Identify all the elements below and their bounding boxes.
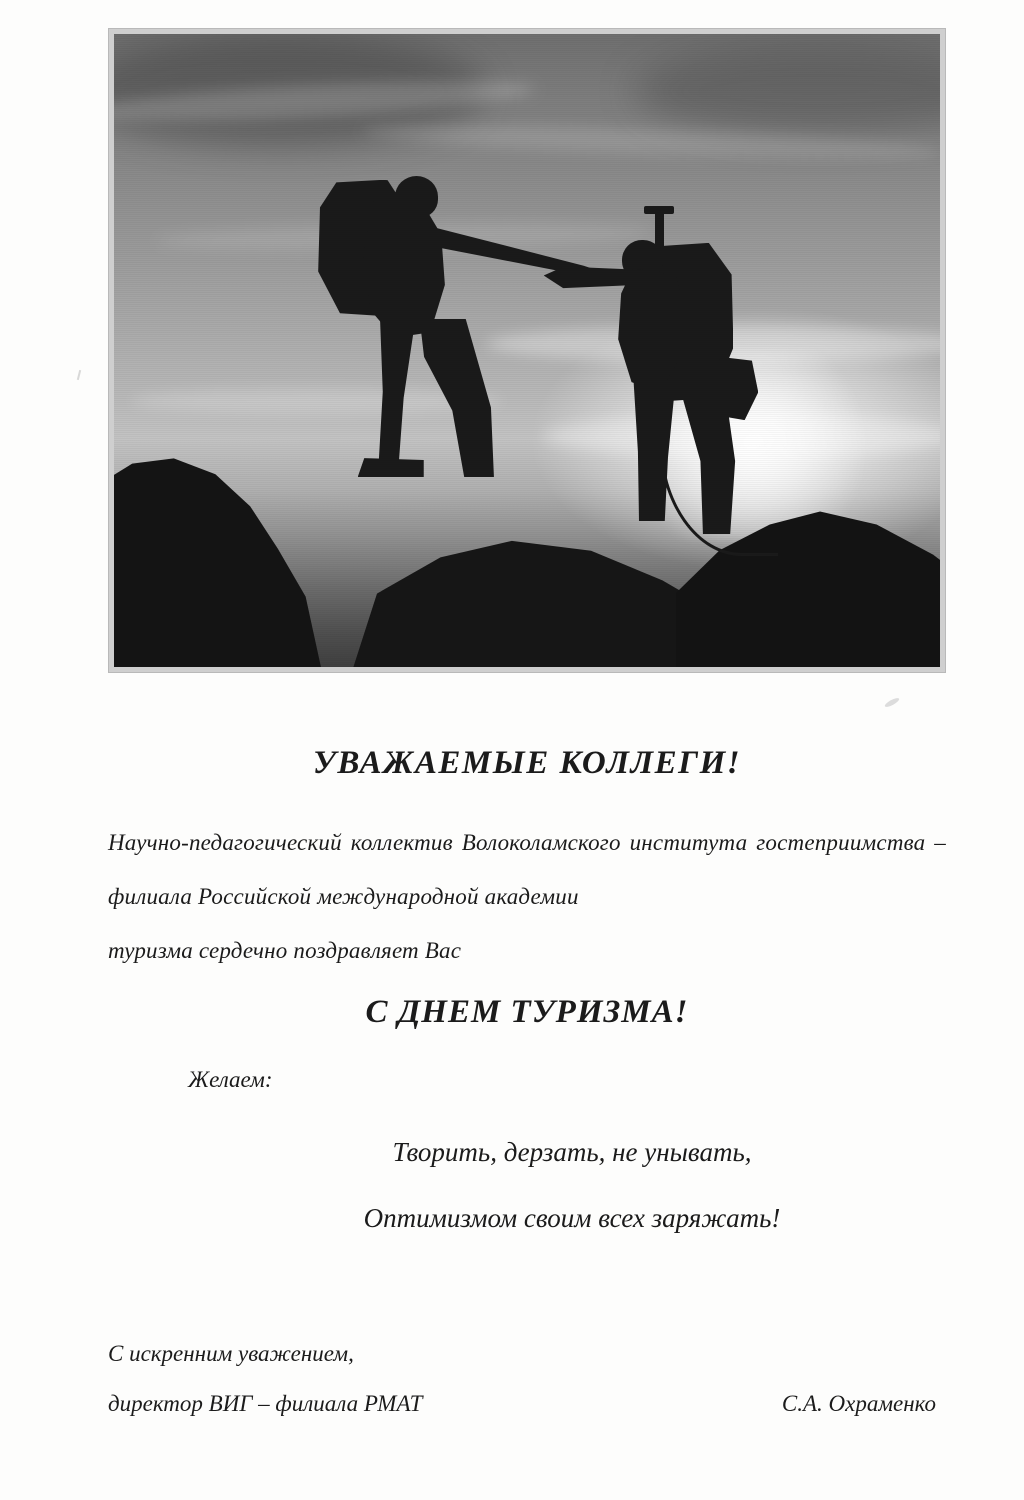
photo-canvas xyxy=(114,34,940,667)
scan-artifact-mark xyxy=(77,370,81,380)
climber-standing-torso xyxy=(358,199,449,338)
sky-dark-cloud-right xyxy=(634,47,940,136)
greeting-paragraph xyxy=(108,816,946,978)
closing-line: С искренним уважением, xyxy=(108,1341,354,1366)
signature-block xyxy=(108,1329,946,1429)
signatory-name: С.А. Охраменко xyxy=(781,1391,936,1416)
ice-axe-head xyxy=(644,206,674,214)
paragraph-line-3: туризма сердечно поздравляет Вас xyxy=(108,938,462,963)
scan-artifact-smudge xyxy=(884,697,900,709)
wish-label: Желаем: xyxy=(188,1067,273,1092)
occasion-heading: С ДНЕМ ТУРИЗМА! xyxy=(365,994,689,1030)
climber-standing-foot xyxy=(358,458,424,477)
greeting-heading: УВАЖАЕМЫЕ КОЛЛЕГИ! xyxy=(312,745,742,781)
verse-line-1: Творить, дерзать, не унывать, xyxy=(392,1137,752,1167)
climber-standing-head xyxy=(395,176,438,217)
signature-row xyxy=(108,1379,946,1429)
greeting-photo xyxy=(108,28,946,673)
paragraph-line-2: гостеприимства – филиала Российской международной академии xyxy=(108,830,947,909)
signatory-title: директор ВИГ – филиала РМАТ xyxy=(108,1391,423,1416)
greeting-text-block xyxy=(108,745,946,1429)
paragraph-line-1: Научно-педагогический коллектив Волоколамского института xyxy=(108,830,748,855)
verse-line-2: Оптимизмом своим всех заряжать! xyxy=(363,1203,781,1233)
